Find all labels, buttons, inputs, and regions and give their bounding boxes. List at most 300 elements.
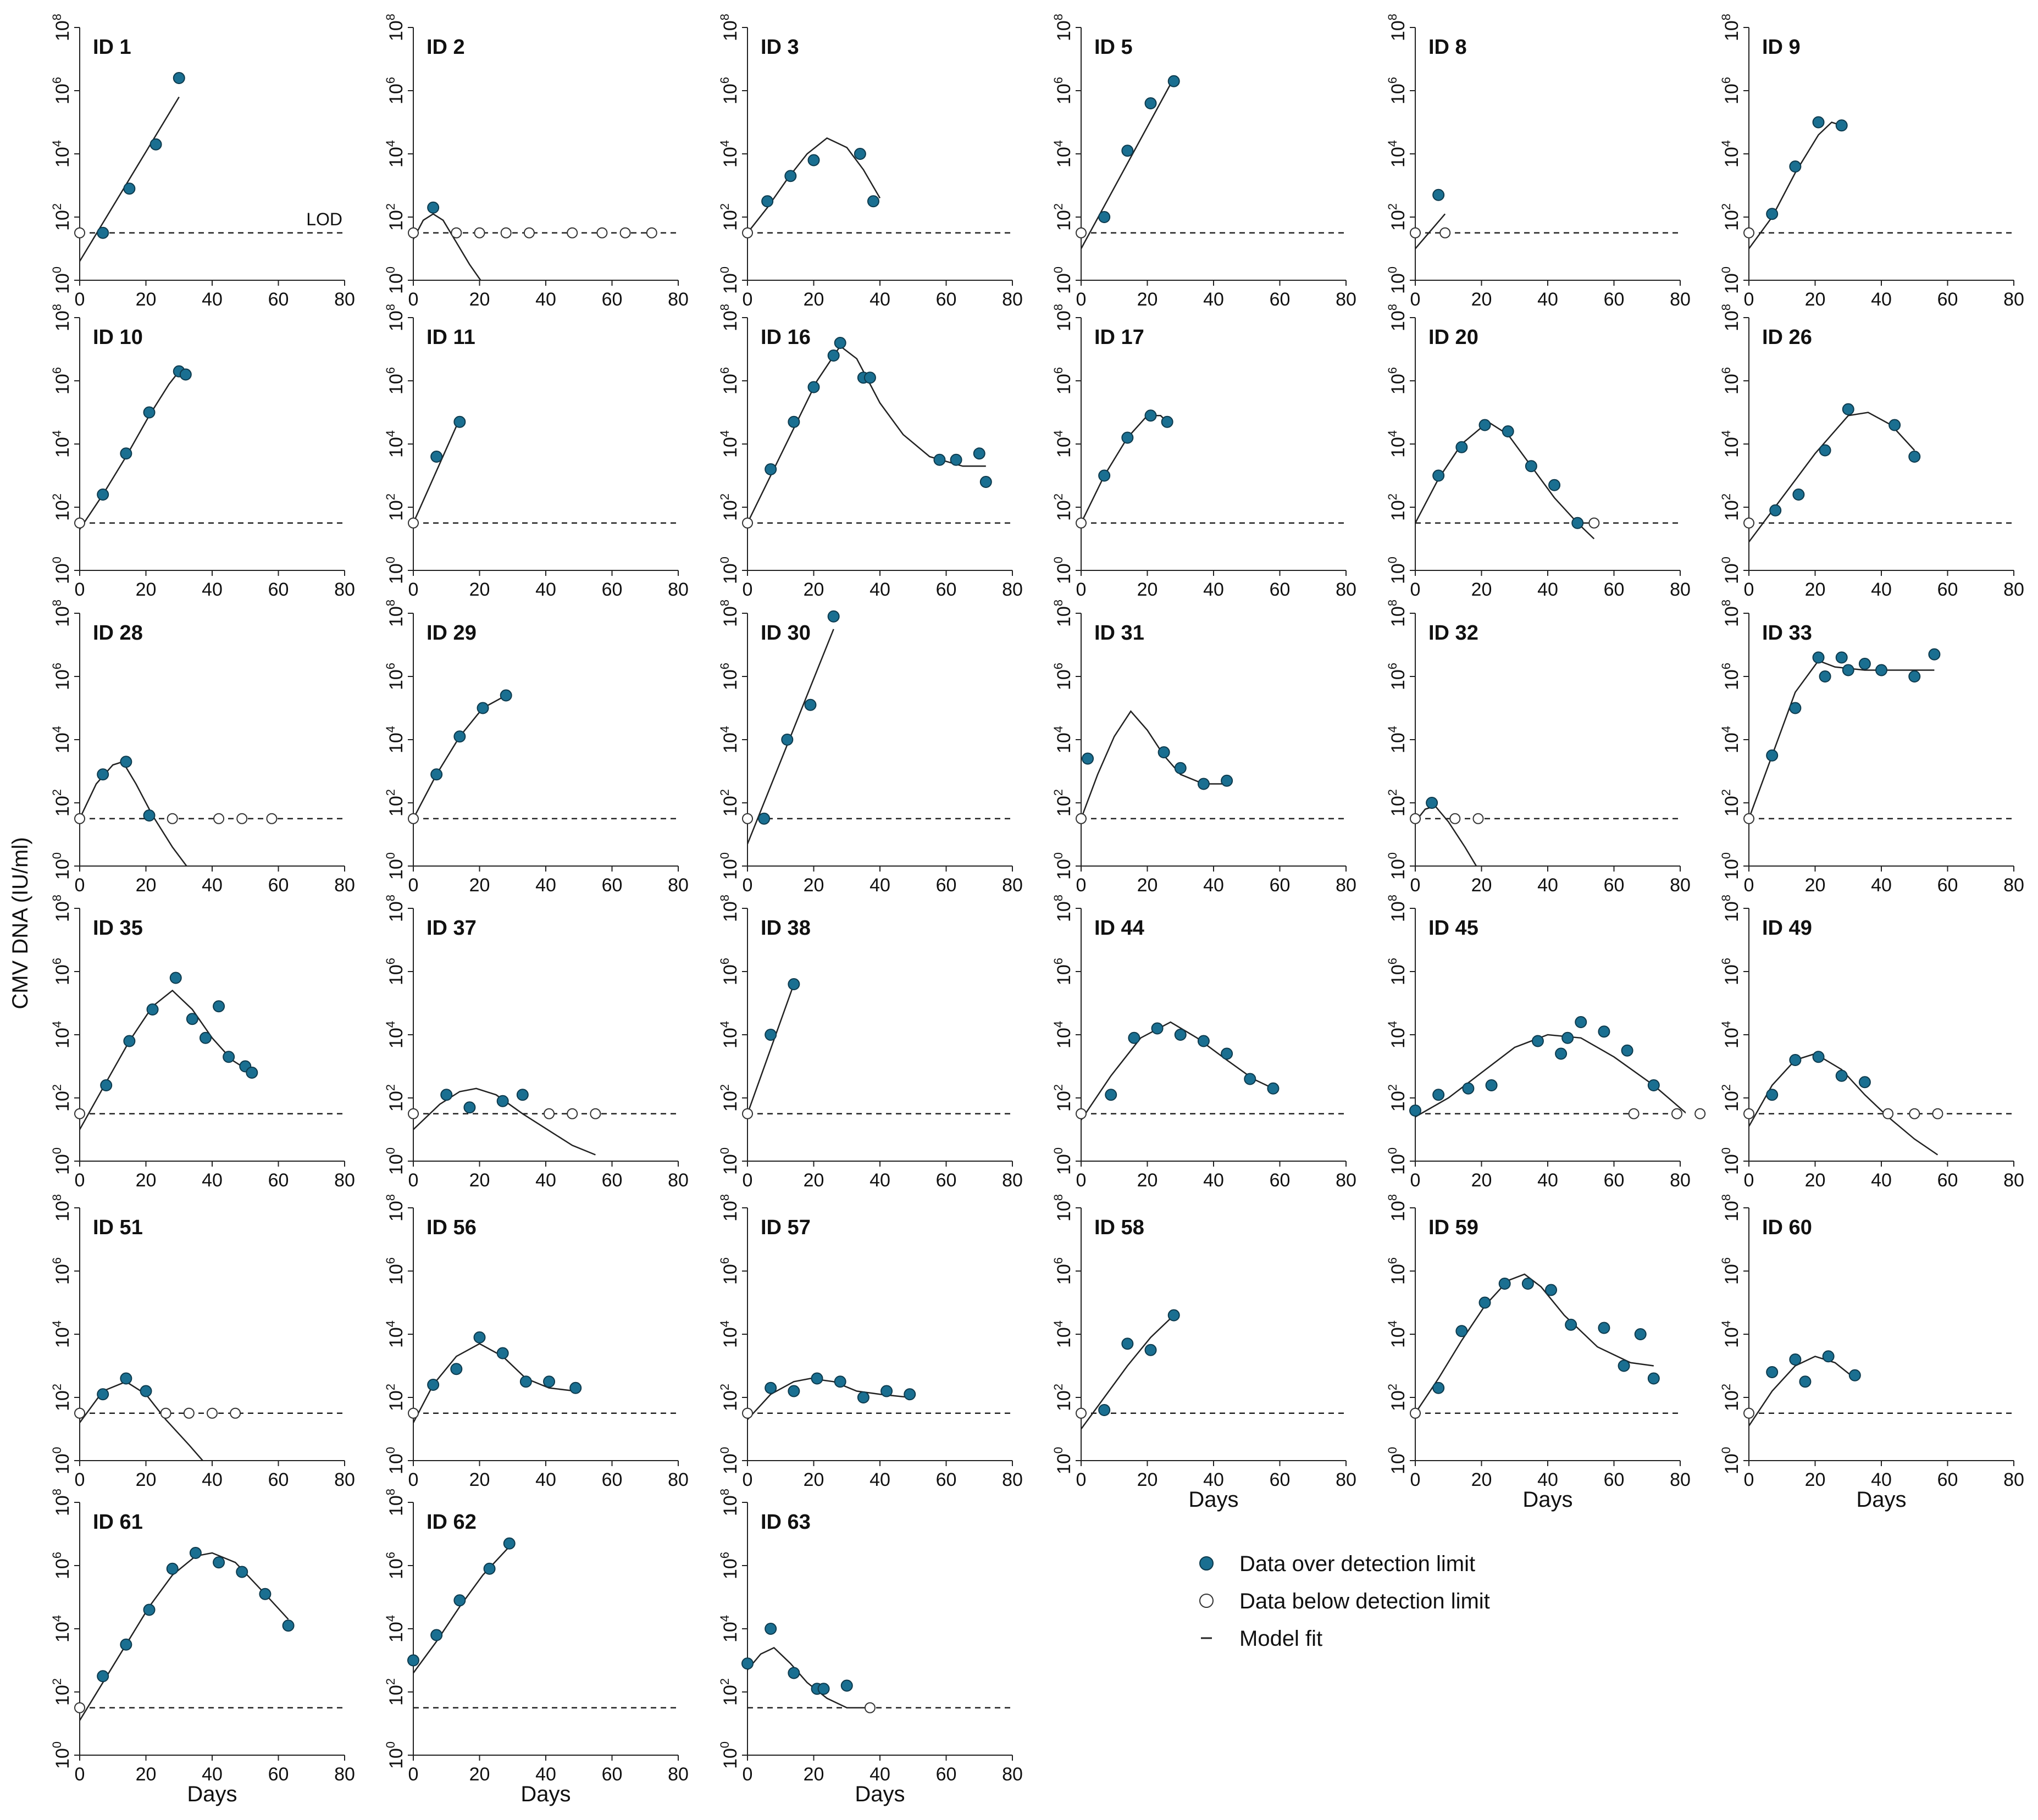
y-tick-label: $10^6$: [50, 367, 73, 395]
below-limit-point: [1932, 1109, 1942, 1119]
x-tick-label: 40: [1871, 1469, 1892, 1490]
y-tick-label: $10^6$: [384, 662, 407, 691]
panel: [1719, 600, 2024, 896]
over-limit-point: [1145, 1345, 1156, 1356]
over-limit-point: [974, 448, 985, 459]
y-tick-label: $10^6$: [1386, 957, 1409, 986]
panel: [50, 14, 355, 310]
over-limit-point: [1836, 1070, 1847, 1081]
panel: [50, 1489, 355, 1806]
x-tick-label: 20: [1137, 875, 1158, 896]
over-limit-point: [97, 769, 108, 780]
x-tick-label: 60: [268, 289, 289, 310]
x-tick-label: 0: [408, 875, 419, 896]
y-tick-label: $10^6$: [384, 367, 407, 395]
over-limit-point: [1433, 1383, 1444, 1394]
x-tick-label: 0: [1410, 579, 1421, 600]
x-tick-label: 40: [1203, 1469, 1224, 1490]
y-tick-label: $10^2$: [718, 493, 741, 521]
x-tick-label: 80: [668, 1764, 689, 1785]
below-limit-point: [647, 228, 657, 238]
over-limit-point: [904, 1389, 915, 1400]
over-limit-point: [187, 1013, 198, 1024]
y-tick-label: $10^6$: [50, 662, 73, 691]
y-tick-label: $10^8$: [50, 303, 73, 332]
panel: [1051, 1194, 1356, 1512]
over-limit-point: [1766, 208, 1777, 219]
over-limit-point: [120, 1639, 131, 1650]
x-tick-label: 0: [1410, 289, 1421, 310]
x-tick-label: 0: [408, 579, 419, 600]
over-limit-point: [180, 369, 191, 380]
y-tick-label: $10^6$: [384, 1551, 407, 1580]
over-limit-point: [782, 734, 793, 745]
over-limit-point: [174, 73, 185, 84]
y-tick-label: $10^2$: [718, 1084, 741, 1112]
panel: [1051, 895, 1356, 1191]
y-tick-label: $10^0$: [50, 852, 73, 880]
over-limit-point: [785, 170, 796, 181]
x-tick-label: 20: [469, 1469, 490, 1490]
over-limit-point: [788, 417, 799, 428]
y-tick-label: $10^4$: [1719, 430, 1742, 458]
below-limit-point: [1744, 1109, 1754, 1119]
x-tick-label: 80: [2003, 579, 2024, 600]
below-limit-point: [1744, 228, 1754, 238]
over-limit-point: [788, 1386, 799, 1397]
model-fit-line: [413, 214, 483, 284]
panel-title: ID 20: [1428, 326, 1478, 349]
y-tick-label: $10^4$: [1051, 140, 1075, 168]
below-limit-point: [1744, 814, 1754, 824]
y-tick-label: $10^2$: [384, 493, 407, 521]
panel-title: ID 44: [1094, 917, 1144, 940]
x-tick-label: 0: [408, 1469, 419, 1490]
x-tick-label: 20: [135, 579, 157, 600]
x-tick-label: 40: [202, 289, 223, 310]
y-tick-label: $10^4$: [718, 1320, 741, 1349]
y-tick-label: $10^0$: [50, 1446, 73, 1475]
over-limit-point: [428, 202, 439, 213]
over-limit-point: [758, 813, 769, 824]
y-tick-label: $10^6$: [1719, 1257, 1742, 1285]
y-tick-label: $10^6$: [1051, 367, 1075, 395]
x-axis-label: Days: [187, 1782, 237, 1806]
over-limit-point: [431, 451, 442, 462]
over-limit-point: [144, 1605, 155, 1616]
over-limit-point: [855, 148, 866, 159]
over-limit-point: [1122, 145, 1133, 156]
x-tick-label: 40: [1537, 1469, 1558, 1490]
legend-label: Model fit: [1239, 1627, 1323, 1651]
below-limit-point: [1909, 1109, 1919, 1119]
x-tick-label: 20: [1471, 875, 1492, 896]
x-tick-label: 0: [1076, 1469, 1087, 1490]
over-limit-point: [808, 155, 819, 166]
over-limit-point: [1849, 1370, 1860, 1381]
below-limit-point: [168, 814, 178, 824]
over-limit-point: [1456, 1325, 1467, 1336]
x-tick-label: 60: [268, 1170, 289, 1191]
y-tick-label: $10^8$: [1051, 599, 1075, 628]
y-tick-label: $10^2$: [1386, 789, 1409, 817]
below-limit-point: [590, 1109, 600, 1119]
below-limit-point: [501, 228, 511, 238]
panel-title: ID 3: [761, 36, 799, 59]
over-limit-point: [520, 1376, 531, 1387]
y-tick-label: $10^4$: [50, 1614, 73, 1643]
below-limit-point: [743, 228, 752, 238]
panel: [50, 600, 355, 896]
panel-title: ID 51: [93, 1216, 143, 1239]
x-tick-label: 0: [74, 579, 85, 600]
y-tick-label: $10^4$: [384, 1020, 407, 1049]
y-tick-label: $10^2$: [50, 1678, 73, 1706]
x-tick-label: 80: [668, 289, 689, 310]
model-fit-line: [1749, 123, 1842, 249]
x-tick-label: 40: [202, 1170, 223, 1191]
x-tick-label: 60: [1603, 1170, 1625, 1191]
x-tick-label: 40: [202, 1764, 223, 1785]
over-limit-point: [141, 1386, 152, 1397]
over-limit-point: [828, 611, 839, 622]
x-tick-label: 0: [74, 289, 85, 310]
below-limit-point: [1672, 1109, 1682, 1119]
y-tick-label: $10^4$: [384, 1320, 407, 1349]
legend-item: [1201, 1627, 1322, 1651]
legend-label: Data over detection limit: [1239, 1552, 1476, 1576]
over-limit-point: [1410, 1105, 1421, 1116]
x-tick-label: 0: [1743, 1170, 1754, 1191]
model-fit-line: [413, 1547, 510, 1673]
over-limit-point: [1463, 1083, 1474, 1094]
over-limit-point: [805, 700, 816, 711]
x-tick-label: 40: [1537, 289, 1558, 310]
x-tick-label: 80: [1336, 1469, 1356, 1490]
y-tick-label: $10^2$: [1051, 1084, 1075, 1112]
y-tick-label: $10^0$: [50, 556, 73, 585]
over-limit-point: [259, 1589, 270, 1600]
x-tick-label: 40: [1203, 875, 1224, 896]
over-limit-point: [1876, 665, 1887, 676]
panel: [1719, 895, 2024, 1191]
y-tick-label: $10^8$: [1051, 1194, 1075, 1222]
x-tick-label: 60: [601, 875, 623, 896]
x-tick-label: 40: [535, 1469, 556, 1490]
model-fit-line: [747, 984, 794, 1114]
x-tick-label: 20: [135, 1764, 157, 1785]
panel: [1386, 304, 1691, 600]
y-tick-label: $10^4$: [1051, 430, 1075, 458]
x-tick-label: 60: [1603, 875, 1625, 896]
x-tick-label: 0: [1076, 1170, 1087, 1191]
y-tick-label: $10^4$: [718, 140, 741, 168]
over-limit-point: [1813, 1051, 1824, 1062]
y-tick-label: $10^6$: [1051, 76, 1075, 105]
below-limit-point: [408, 814, 418, 824]
over-limit-point: [1480, 420, 1491, 431]
y-tick-label: $10^0$: [1051, 852, 1075, 880]
y-tick-label: $10^2$: [50, 493, 73, 521]
x-tick-label: 20: [803, 1764, 824, 1785]
x-tick-label: 60: [1937, 875, 1958, 896]
y-tick-label: $10^8$: [718, 303, 741, 332]
x-tick-label: 60: [601, 289, 623, 310]
over-limit-point: [124, 1036, 135, 1047]
over-limit-point: [812, 1373, 823, 1384]
over-limit-point: [451, 1363, 462, 1374]
below-limit-point: [743, 814, 752, 824]
y-tick-label: $10^2$: [384, 203, 407, 231]
x-tick-label: 20: [1137, 289, 1158, 310]
x-tick-label: 40: [1871, 875, 1892, 896]
x-tick-label: 0: [1743, 875, 1754, 896]
x-tick-label: 80: [1670, 1469, 1691, 1490]
x-tick-label: 20: [469, 875, 490, 896]
over-limit-point: [1790, 1055, 1801, 1066]
over-limit-point: [1168, 76, 1179, 87]
y-tick-label: $10^6$: [718, 662, 741, 691]
x-tick-label: 80: [334, 1764, 355, 1785]
over-limit-point: [1082, 753, 1093, 764]
y-tick-label: $10^6$: [1719, 957, 1742, 986]
below-limit-point: [75, 518, 85, 528]
y-tick-label: $10^0$: [384, 1446, 407, 1475]
y-tick-label: $10^4$: [718, 1020, 741, 1049]
x-tick-label: 0: [74, 1469, 85, 1490]
over-limit-point: [517, 1089, 528, 1100]
y-tick-label: $10^4$: [1051, 725, 1075, 754]
panel-title: ID 59: [1428, 1216, 1478, 1239]
x-tick-label: 20: [1804, 875, 1826, 896]
panel-title: ID 17: [1094, 326, 1144, 349]
panel: [1051, 600, 1356, 896]
panel: [718, 304, 1023, 600]
over-limit-point: [1456, 442, 1467, 453]
over-limit-point: [1122, 1338, 1133, 1349]
below-limit-point: [207, 1408, 217, 1418]
x-tick-label: 80: [1002, 579, 1023, 600]
panel: [1386, 600, 1691, 896]
over-limit-point: [1790, 1354, 1801, 1365]
over-limit-point: [1522, 1278, 1533, 1289]
y-tick-label: $10^4$: [384, 430, 407, 458]
x-tick-label: 20: [135, 1170, 157, 1191]
over-limit-point: [1622, 1045, 1633, 1056]
x-tick-label: 60: [935, 1170, 957, 1191]
over-limit-point: [497, 1348, 508, 1359]
x-axis-label: Days: [1856, 1488, 1907, 1512]
y-tick-label: $10^0$: [718, 852, 741, 880]
x-tick-label: 80: [1670, 1170, 1691, 1191]
y-tick-label: $10^8$: [50, 894, 73, 923]
y-tick-label: $10^0$: [384, 1741, 407, 1769]
panel: [718, 600, 1023, 896]
below-limit-point: [451, 228, 461, 238]
panel-title: ID 16: [761, 326, 811, 349]
over-limit-point: [1244, 1074, 1255, 1085]
below-limit-point: [1744, 1408, 1754, 1418]
below-limit-point: [1410, 814, 1420, 824]
y-tick-label: $10^2$: [1719, 1084, 1742, 1112]
over-limit-point: [167, 1563, 178, 1574]
y-tick-label: $10^4$: [1051, 1320, 1075, 1349]
x-tick-label: 20: [803, 1469, 824, 1490]
over-limit-point: [213, 1557, 224, 1568]
y-tick-label: $10^4$: [1719, 1320, 1742, 1349]
y-tick-label: $10^6$: [50, 76, 73, 105]
panel-title: ID 11: [427, 326, 475, 349]
panel: [384, 600, 689, 896]
panel: [1051, 304, 1356, 600]
y-tick-label: $10^8$: [50, 1194, 73, 1222]
x-tick-label: 20: [803, 289, 824, 310]
below-limit-point: [621, 228, 630, 238]
below-limit-point: [597, 228, 607, 238]
model-fit-line: [1081, 78, 1174, 249]
y-tick-label: $10^6$: [718, 76, 741, 105]
y-tick-label: $10^6$: [718, 1551, 741, 1580]
over-limit-point: [1221, 775, 1232, 786]
over-limit-point: [236, 1567, 247, 1578]
over-limit-point: [828, 350, 839, 361]
y-tick-label: $10^8$: [1386, 599, 1409, 628]
y-tick-label: $10^2$: [718, 203, 741, 231]
below-limit-point: [408, 1408, 418, 1418]
x-tick-label: 40: [535, 1764, 556, 1785]
below-limit-point: [75, 228, 85, 238]
x-tick-label: 80: [668, 1469, 689, 1490]
over-limit-point: [1128, 1033, 1139, 1044]
y-tick-label: $10^4$: [50, 430, 73, 458]
y-tick-label: $10^0$: [1386, 556, 1409, 585]
y-tick-label: $10^2$: [384, 1084, 407, 1112]
over-limit-point: [504, 1538, 515, 1549]
x-tick-label: 0: [742, 579, 753, 600]
y-tick-label: $10^6$: [718, 957, 741, 986]
below-limit-point: [1076, 1408, 1086, 1418]
over-limit-point: [97, 1389, 108, 1400]
y-tick-label: $10^2$: [384, 789, 407, 817]
below-limit-point: [75, 814, 85, 824]
y-tick-label: $10^8$: [384, 599, 407, 628]
over-limit-point: [1820, 671, 1831, 682]
y-tick-label: $10^4$: [384, 725, 407, 754]
x-tick-label: 80: [1002, 1469, 1023, 1490]
panel: [1719, 1194, 2024, 1512]
panel-title: ID 56: [427, 1216, 477, 1239]
y-tick-label: $10^4$: [50, 1320, 73, 1349]
y-tick-label: $10^0$: [1386, 852, 1409, 880]
panel: [384, 304, 689, 600]
x-tick-label: 20: [469, 1764, 490, 1785]
legend-marker-over: [1200, 1557, 1213, 1570]
below-limit-point: [1473, 814, 1483, 824]
panel: [1719, 14, 2024, 310]
model-fit-line: [1415, 1274, 1654, 1413]
y-tick-label: $10^4$: [1386, 140, 1409, 168]
y-tick-label: $10^6$: [1386, 1257, 1409, 1285]
over-limit-point: [120, 1373, 131, 1384]
x-tick-label: 0: [1410, 875, 1421, 896]
y-tick-label: $10^8$: [1386, 303, 1409, 332]
y-tick-label: $10^8$: [1719, 894, 1742, 923]
x-tick-label: 60: [935, 1764, 957, 1785]
y-tick-label: $10^6$: [1051, 957, 1075, 986]
over-limit-point: [1813, 652, 1824, 663]
over-limit-point: [1162, 417, 1173, 428]
x-axis-label: Days: [855, 1782, 905, 1806]
y-tick-label: $10^6$: [1719, 367, 1742, 395]
x-tick-label: 0: [1410, 1170, 1421, 1191]
over-limit-point: [501, 690, 512, 701]
over-limit-point: [1099, 212, 1110, 223]
x-tick-label: 40: [870, 289, 890, 310]
over-limit-point: [1145, 98, 1156, 109]
x-tick-label: 60: [1937, 289, 1958, 310]
over-limit-point: [788, 979, 799, 990]
y-tick-label: $10^0$: [1719, 852, 1742, 880]
legend-label: Data below detection limit: [1239, 1589, 1490, 1613]
y-tick-label: $10^4$: [718, 725, 741, 754]
panel-title: ID 1: [93, 36, 131, 59]
over-limit-point: [1859, 1077, 1870, 1087]
x-tick-label: 20: [469, 289, 490, 310]
over-limit-point: [431, 769, 442, 780]
x-tick-label: 0: [74, 1170, 85, 1191]
x-axis-label: Days: [520, 1782, 571, 1806]
panel-title: ID 33: [1762, 622, 1812, 645]
y-tick-label: $10^8$: [1719, 13, 1742, 42]
panel: [1386, 895, 1707, 1191]
x-tick-label: 80: [1670, 875, 1691, 896]
x-tick-label: 60: [935, 875, 957, 896]
y-tick-label: $10^8$: [718, 13, 741, 42]
x-tick-label: 60: [268, 1469, 289, 1490]
over-limit-point: [1648, 1373, 1659, 1384]
over-limit-point: [835, 337, 846, 348]
x-tick-label: 60: [1269, 289, 1291, 310]
x-tick-label: 80: [1336, 875, 1356, 896]
over-limit-point: [981, 476, 992, 487]
y-tick-label: $10^0$: [50, 1741, 73, 1769]
panel: [1386, 14, 1691, 310]
y-tick-label: $10^0$: [1386, 1147, 1409, 1175]
over-limit-point: [484, 1563, 495, 1574]
x-tick-label: 20: [803, 579, 824, 600]
below-limit-point: [237, 814, 247, 824]
y-tick-label: $10^2$: [50, 203, 73, 231]
y-tick-label: $10^2$: [1719, 203, 1742, 231]
over-limit-point: [1499, 1278, 1510, 1289]
x-tick-label: 80: [2003, 1170, 2024, 1191]
x-tick-label: 0: [1743, 1469, 1754, 1490]
x-tick-label: 20: [1137, 579, 1158, 600]
x-tick-label: 20: [1804, 289, 1826, 310]
x-tick-label: 40: [870, 1764, 890, 1785]
over-limit-point: [765, 464, 776, 475]
model-fit-line: [80, 97, 179, 262]
legend-item: [1200, 1589, 1490, 1613]
y-tick-label: $10^8$: [1386, 1194, 1409, 1222]
over-limit-point: [1526, 460, 1537, 471]
over-limit-point: [441, 1089, 452, 1100]
x-tick-label: 60: [1269, 579, 1291, 600]
y-tick-label: $10^6$: [384, 1257, 407, 1285]
x-tick-label: 0: [408, 1764, 419, 1785]
below-limit-point: [1440, 228, 1450, 238]
over-limit-point: [1159, 747, 1170, 758]
